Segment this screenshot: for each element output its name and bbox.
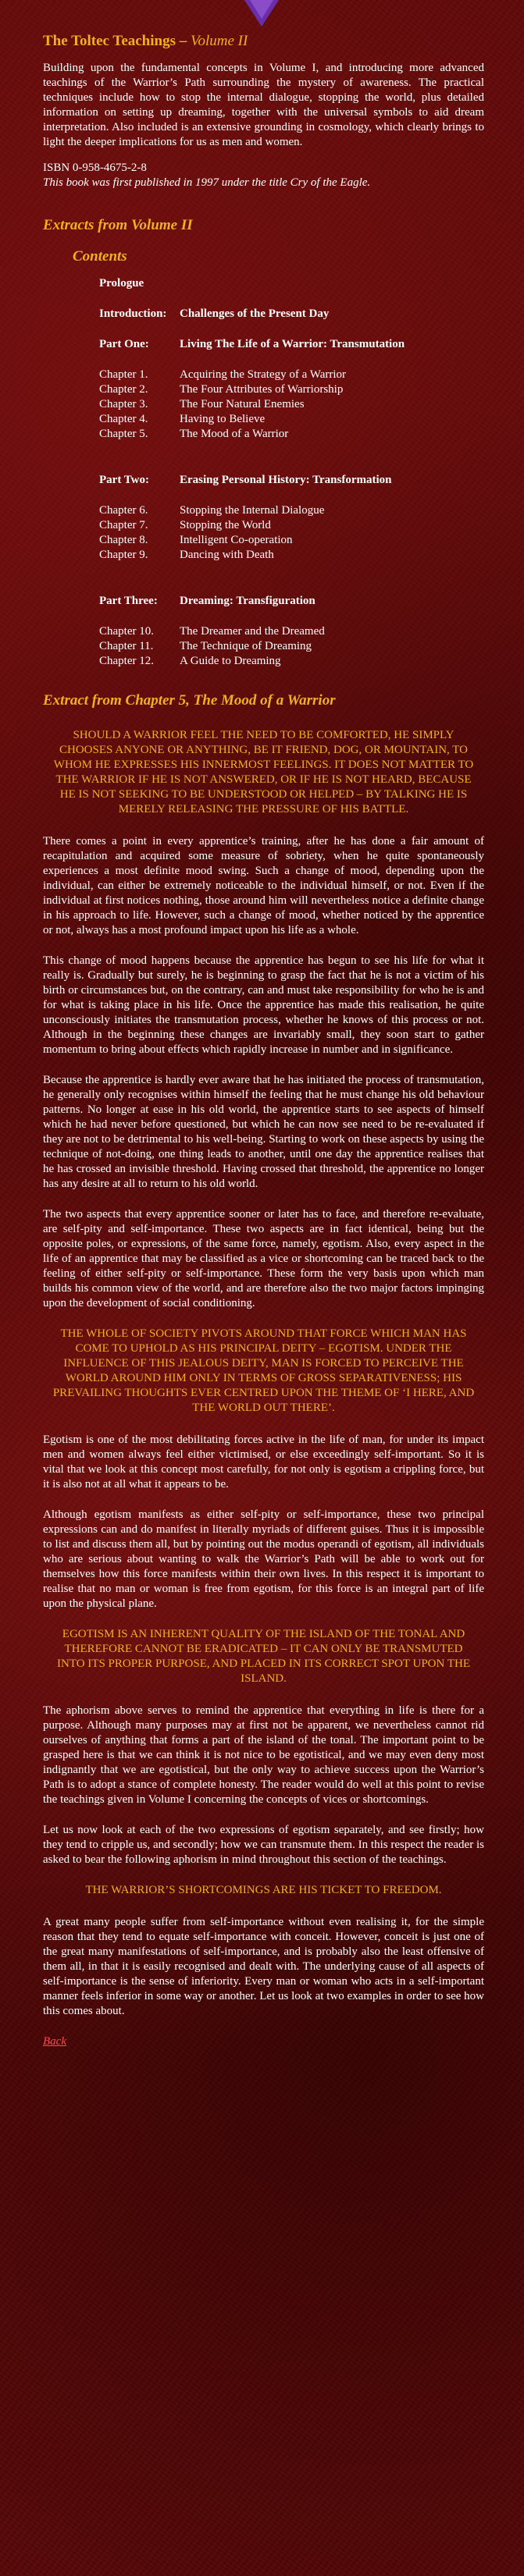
body-paragraph: The two aspects that every apprentice sooner or later has to face, and therefore re-evaluate, are self-pity and self-importance. These two aspects are in fact identical, being but the opposite poles, or expressions, of the same force, namely, egotism. Also, every aspect in the life of an apprentice that may be classified as a vice or shortcoming can be traced back to the feeling of either self-pity or self-importance. These form the very basis upon which man builds his common view of the world, and are therefore also the two major factors impinging upon the development of social conditioning. xyxy=(43,1208,484,1309)
toc-introduction-title: Challenges of the Present Day xyxy=(180,307,330,320)
toc-chapter xyxy=(99,397,484,412)
toc-chapter-title: A Guide to Dreaming xyxy=(180,655,281,667)
toc-chapter-number: Chapter 4. xyxy=(99,413,148,425)
isbn: ISBN 0-958-4675-2-8 xyxy=(43,162,147,174)
toc-chapter-number: Chapter 12. xyxy=(99,655,154,667)
aphorism: SHOULD A WARRIOR FEEL THE NEED TO BE COMFORTED, HE SIMPLY CHOOSES ANYONE OR ANYTHING, BE IT FRIEND, DOG, OR MOUNTAIN, TO WHOM HE EXPRESSES HIS INNERMOST FEELINGS. IT DOES NOT MATTER TO THE WARRIOR IF HE IS NOT ANSWERED, OR IF HE IS NOT HEARD, BECAUSE HE IS NOT SEEKING TO BE UNDERSTOOD OR HELPED – BY TALKING HE IS MERELY RELEASING THE PRESSURE OF HIS BATTLE. xyxy=(53,729,474,815)
toc-chapter-title: The Dreamer and the Dreamed xyxy=(180,625,325,638)
toc-part-one xyxy=(99,337,484,352)
publication-note: This book was first published in 1997 under the title Cry of the Eagle. xyxy=(43,176,371,189)
toc-chapter xyxy=(99,533,484,548)
table-of-contents xyxy=(99,276,484,669)
toc-chapter-title: The Four Natural Enemies xyxy=(180,398,305,410)
toc-chapter-number: Chapter 5. xyxy=(99,428,148,440)
contents-heading: Contents xyxy=(73,248,127,265)
toc-part-one-chapters xyxy=(99,368,484,442)
toc-introduction xyxy=(99,307,484,322)
toc-chapter xyxy=(99,518,484,533)
toc-chapter xyxy=(99,427,484,442)
aphorism: EGOTISM IS AN INHERENT QUALITY OF THE ISLAND OF THE TONAL AND THEREFORE CANNOT BE ERADICATED – IT CAN ONLY BE TRANSMUTED INTO ITS PROPER PURPOSE, AND PLACED IN ITS CORRECT SPOT UPON THE ISLAND. xyxy=(57,1628,470,1685)
toc-part-two xyxy=(99,473,484,488)
body-paragraph: Let us now look at each of the two expressions of egotism separately, and see firstly; how they tend to cripple us, and secondly; how we can transmute them. In this respect the reader is asked to bear the following aphorism in mind throughout this section of the teachings. xyxy=(43,1824,484,1866)
toc-chapter-number: Chapter 2. xyxy=(99,383,148,396)
toc-chapter-number: Chapter 8. xyxy=(99,534,148,546)
toc-part-title: Dreaming: Transfiguration xyxy=(180,595,315,607)
toc-chapter xyxy=(99,382,484,397)
toc-chapter xyxy=(99,654,484,669)
toc-chapter-title: Acquiring the Strategy of a Warrior xyxy=(180,368,347,381)
aphorism: THE WHOLE OF SOCIETY PIVOTS AROUND THAT FORCE WHICH MAN HAS COME TO UPHOLD AS HIS PRINCIPAL DEITY – EGOTISM. UNDER THE INFLUENCE OF THIS JEALOUS DEITY, MAN IS FORCED TO PERCEIVE THE WORLD AROUND HIM ONLY IN TERMS OF GROSS SEPARATIVENESS; HIS PREVAILING THOUGHTS EVER CENTRED UPON THE THEME OF ‘I HERE, AND THE WORLD OUT THERE’. xyxy=(52,1327,475,1414)
toc-part-two-chapters xyxy=(99,503,484,563)
toc-introduction-label: Introduction: xyxy=(99,307,167,320)
toc-part-three xyxy=(99,594,484,609)
page-content xyxy=(43,33,484,2048)
title-main: The Toltec Teachings – xyxy=(43,33,191,49)
back-link[interactable]: Back xyxy=(43,2035,66,2048)
toc-chapter xyxy=(99,368,484,382)
toc-chapter xyxy=(99,548,484,563)
body-paragraph: Egotism is one of the most debilitating forces active in the life of man, for under its impact men and women always feel either victimised, or else exceedingly self-important. So it is vital that we look at this concept most carefully, for not only is egotism a crippling force, but it is also not at all what it appears to be. xyxy=(43,1434,484,1491)
aphorism: THE WARRIOR’S SHORTCOMINGS ARE HIS TICKET TO FREEDOM. xyxy=(85,1884,442,1896)
body-paragraph: A great many people suffer from self-importance without even realising it, for the simple reason that they tend to equate self-importance with conceit. However, conceit is just one of the great many manifestations of self-importance, and is probably also the least offensive of them all, in that it is easily recognised and dealt with. The underlying cause of all aspects of self-importance is the sense of inferiority. Every man or woman who acts in a self-important manner feels inferior in some way or another. Let us look at two examples in order to see how this comes about. xyxy=(43,1916,484,2017)
toc-part-title: Erasing Personal History: Transformation xyxy=(180,474,392,486)
triangle-logo-inner-icon xyxy=(250,0,273,19)
toc-chapter-title: Intelligent Co-operation xyxy=(180,534,293,546)
toc-chapter xyxy=(99,503,484,518)
toc-chapter-title: Stopping the Internal Dialogue xyxy=(180,504,325,517)
toc-prologue: Prologue xyxy=(99,277,144,290)
toc-chapter-title: Stopping the World xyxy=(180,519,271,531)
page-title xyxy=(43,33,484,50)
toc-chapter-title: Having to Believe xyxy=(180,413,266,425)
toc-chapter-number: Chapter 7. xyxy=(99,519,148,531)
toc-chapter xyxy=(99,639,484,654)
toc-part-title: Living The Life of a Warrior: Transmutation xyxy=(180,338,405,350)
intro-paragraph: Building upon the fundamental concepts in Volume I, and introducing more advanced teachings of the Warrior’s Path surrounding the mystery of awareness. The practical techniques include how to stop the internal dialogue, stopping the world, plus detailed information on setting up dreaming, together with the universal symbols to aid dream interpretation. Also included is an extensive grounding in cosmology, which clearly brings to light the deeper implications for us as men and women. xyxy=(43,62,484,148)
toc-chapter-number: Chapter 10. xyxy=(99,625,154,638)
extracts-heading: Extracts from Volume II xyxy=(43,217,193,233)
toc-chapter-title: Dancing with Death xyxy=(180,549,274,561)
body-paragraph: Because the apprentice is hardly ever aware that he has initiated the process of transmutation, he generally only recognises within himself the feeling that he must change his old behaviour patterns. No longer at ease in his old world, the apprentice starts to see aspects of himself which he had never before questioned, but which he can now see need to be re-evaluated if they are not to be detrimental to his well-being. Starting to work on these aspects by using the technique of not-doing, one thing leads to another, until one day the apprentice realises that he has crossed an invisible threshold. Having crossed that threshold, the apprentice no longer has any desire at all to return to his old world. xyxy=(43,1074,484,1190)
toc-chapter-number: Chapter 3. xyxy=(99,398,148,410)
toc-part-label: Part Two: xyxy=(99,474,150,486)
body-paragraph: The aphorism above serves to remind the apprentice that everything in life is there for a purpose. Although many purposes may at first not be apparent, we nevertheless cannot rid ourselves of anything that forms a part of the island of the tonal. The important point to be grasped here is that we can think it is not nice to be egotistical, and we may even deny most indignantly that we are egotistical, but the only way to achieve success upon the Warrior’s Path is to adopt a stance of complete honesty. The reader would do well at this point to revise the teachings given in Volume I concerning the concepts of vices or shortcomings. xyxy=(43,1704,484,1806)
toc-chapter-title: The Four Attributes of Warriorship xyxy=(180,383,344,396)
body-paragraph: Although egotism manifests as either self-pity or self-importance, these two principal expressions can and do manifest in literally myriads of different guises. Thus it is impossible to list and discuss them all, but by pointing out the modus operandi of egotism, all individuals who are serious about wanting to walk the Warrior’s Path will be able to work out for themselves how this force manifests within their own lives. In this respect it is important to realise that no man or woman is free from egotism, for this force is an integral part of life upon the physical plane. xyxy=(43,1508,484,1610)
body-paragraph: This change of mood happens because the apprentice has begun to see his life for what it really is. Gradually but surely, he is beginning to grasp the fact that he is not a victim of his birth or circumstances but, on the contrary, can and must take responsibility for who he is and for what is taking place in his life. Once the apprentice has made this realisation, he quite unconsciously initiates the transmutation process, whether he knows of this process or not. Although in the beginning these changes are invariably small, they soon start to gather momentum to bring about effects which rapidly increase in number and in significance. xyxy=(43,954,484,1056)
toc-part-label: Part Three: xyxy=(99,595,158,607)
toc-chapter-title: The Technique of Dreaming xyxy=(180,640,312,652)
toc-part-label: Part One: xyxy=(99,338,149,350)
toc-chapter xyxy=(99,412,484,427)
toc-chapter-number: Chapter 11. xyxy=(99,640,154,652)
title-volume: Volume II xyxy=(191,33,248,49)
toc-chapter-title: The Mood of a Warrior xyxy=(180,428,289,440)
toc-part-three-chapters xyxy=(99,624,484,669)
extract-heading: Extract from Chapter 5, The Mood of a Warrior xyxy=(43,692,336,709)
toc-chapter-number: Chapter 1. xyxy=(99,368,148,381)
body-paragraph: There comes a point in every apprentice’s training, after he has done a fair amount of recapitulation and acquired some measure of sobriety, when he quite spontaneously experiences a most definite mood swing. Such a change of mood, depending upon the individual, can either be extremely noticeable to the individual himself, or not. Even if the individual at first notices nothing, those around him will nevertheless notice a definite change in his approach to life. However, such a change of mood, whether noticed by the apprentice or not, always has a most profound impact upon his life as a whole. xyxy=(43,835,484,936)
toc-chapter-number: Chapter 9. xyxy=(99,549,148,561)
toc-chapter xyxy=(99,624,484,639)
toc-chapter-number: Chapter 6. xyxy=(99,504,148,517)
